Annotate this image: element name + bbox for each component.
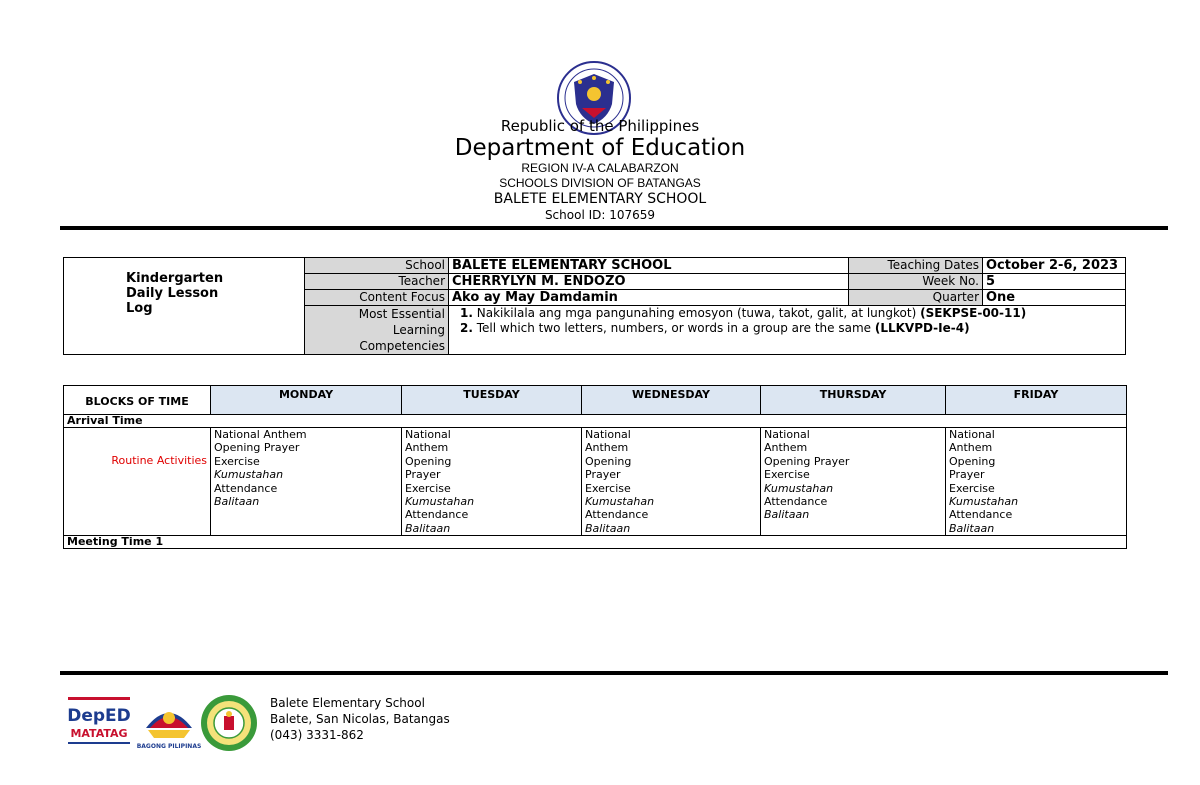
teacher-value: CHERRYLYN M. ENDOZO (449, 274, 849, 290)
deped-matatag-logo (68, 697, 130, 747)
schedule-table (63, 385, 1127, 549)
day-header-thursday: THURSDAY (761, 386, 946, 415)
friday-routine: National Anthem Opening Prayer Exercise Kumustahan Attendance Balitaan (946, 428, 1127, 536)
footer-address: Balete, San Nicolas, Batangas (270, 712, 450, 726)
footer-phone: (043) 3331-862 (270, 728, 364, 742)
teaching-dates-label: Teaching Dates (849, 258, 983, 274)
teacher-label: Teacher (305, 274, 449, 290)
wednesday-routine: National Anthem Opening Prayer Exercise Kumustahan Attendance Balitaan (582, 428, 761, 536)
republic-line: Republic of the Philippines (500, 117, 700, 135)
department-title: Department of Education (454, 135, 746, 161)
school-value: BALETE ELEMENTARY SCHOOL (449, 258, 849, 274)
school-id: School ID: 107659 (544, 208, 656, 222)
content-focus-label: Content Focus (305, 290, 449, 306)
competencies-cell (449, 306, 1126, 355)
thursday-routine: National Anthem Opening Prayer Exercise Kumustahan Attendance Balitaan (761, 428, 946, 536)
school-seal-logo (200, 694, 258, 752)
school-name: BALETE ELEMENTARY SCHOOL (493, 191, 707, 207)
competency-item: 2. Tell which two letters, numbers, or words in a group are the same (LLKVPD-Ie-4) (460, 321, 970, 335)
competency-item: 1. Nakikilala ang mga pangunahing emosyon (tuwa, takot, galit, at lungkot) (SEKPSE-00-11) (460, 306, 1027, 320)
bagong-pilipinas-logo (136, 694, 202, 750)
week-label: Week No. (849, 274, 983, 290)
mel-label: Most Essential Learning Competencies (305, 306, 449, 355)
svg-text:DepED: DepED (67, 706, 131, 726)
division-line: SCHOOLS DIVISION OF BATANGAS (499, 176, 701, 190)
region-line: REGION IV-A CALABARZON (521, 161, 679, 175)
week-value: 5 (983, 274, 1126, 290)
day-header-monday: MONDAY (211, 386, 402, 415)
content-focus-value: Ako ay May Damdamin (449, 290, 849, 306)
footer-school-name: Balete Elementary School (270, 696, 425, 710)
routine-activities-label: Routine Activities (64, 428, 211, 536)
day-header-friday: FRIDAY (946, 386, 1127, 415)
school-label: School (305, 258, 449, 274)
monday-routine: National Anthem Opening Prayer Exercise Kumustahan Attendance Balitaan (211, 428, 402, 536)
svg-text:MATATAG: MATATAG (70, 727, 128, 740)
footer-divider (60, 671, 1168, 675)
day-header-tuesday: TUESDAY (402, 386, 582, 415)
lesson-log-info-table (63, 257, 1126, 355)
day-header-wednesday: WEDNESDAY (582, 386, 761, 415)
dll-title: Kindergarten Daily Lesson Log (64, 258, 305, 355)
header-divider (60, 226, 1168, 230)
svg-text:BAGONG PILIPINAS: BAGONG PILIPINAS (136, 743, 202, 750)
arrival-time-row: Arrival Time (64, 415, 1127, 428)
quarter-label: Quarter (849, 290, 983, 306)
teaching-dates-value: October 2-6, 2023 (983, 258, 1126, 274)
meeting-time-row: Meeting Time 1 (64, 536, 1127, 549)
quarter-value: One (983, 290, 1126, 306)
blocks-of-time-header: BLOCKS OF TIME (64, 386, 211, 415)
tuesday-routine: National Anthem Opening Prayer Exercise Kumustahan Attendance Balitaan (402, 428, 582, 536)
